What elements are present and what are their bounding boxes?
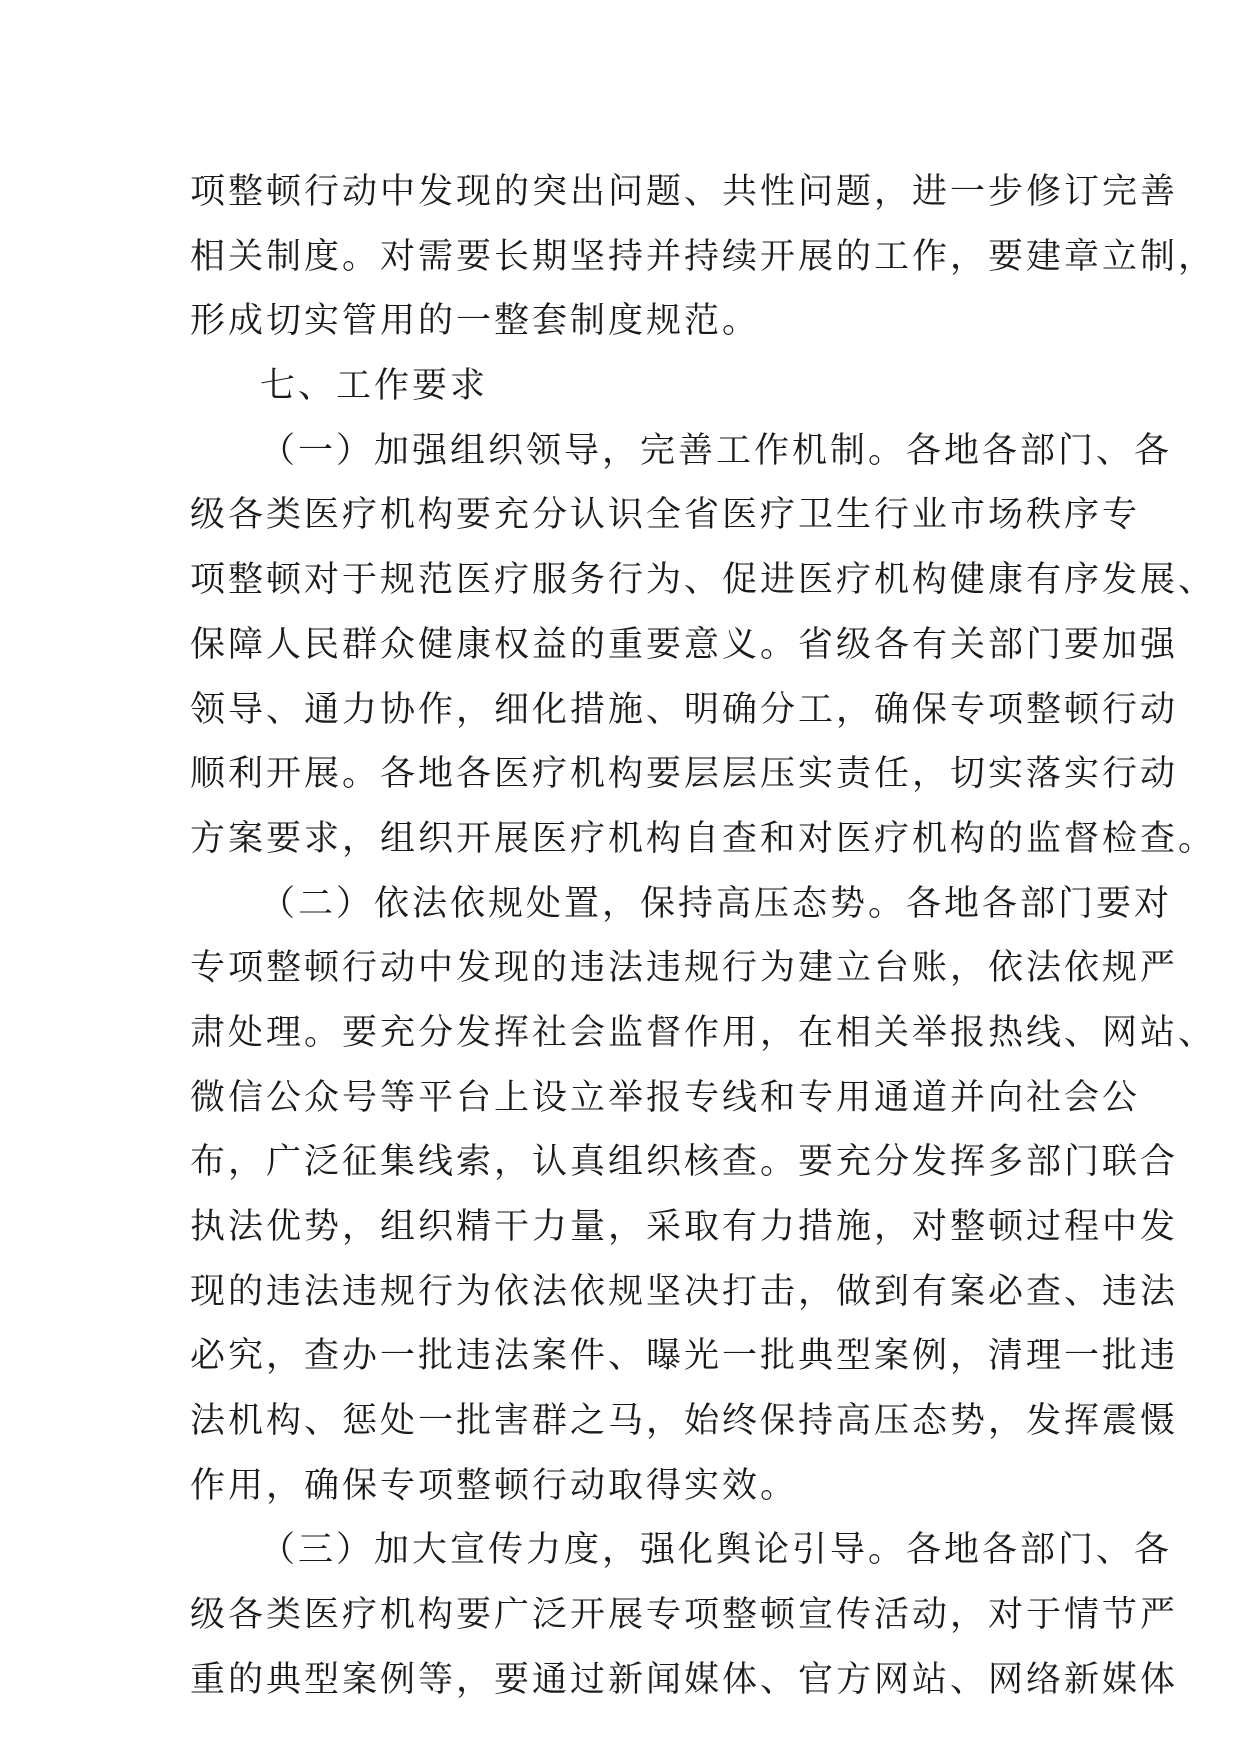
document-body <box>190 160 1217 1713</box>
paragraph-1-line-4: 保障人民群众健康权益的重要意义。省级各有关部门要加强 <box>190 624 1179 665</box>
body-line-2: 相关制度。对需要长期坚持并持续开展的工作，要建章立制， <box>190 236 1217 277</box>
body-line-1: 项整顿行动中发现的突出问题、共性问题，进一步修订完善 <box>190 172 1179 212</box>
paragraph-2-line-5: 布，广泛征集线索，认真组织核查。要充分发挥多部门联合 <box>190 1142 1179 1183</box>
paragraph-2-line-2: 专项整顿行动中发现的违法违规行为建立台账，依法依规严 <box>190 948 1179 989</box>
paragraph-1-line-2: 级各类医疗机构要充分认识全省医疗卫生行业市场秩序专 <box>190 495 1141 536</box>
paragraph-2-line-8: 必究，查办一批违法案件、曝光一批典型案例，清理一批违 <box>190 1336 1179 1377</box>
paragraph-1-line-5: 领导、通力协作，细化措施、明确分工，确保专项整顿行动 <box>190 689 1179 730</box>
paragraph-2-line-6: 执法优势，组织精干力量，采取有力措施，对整顿过程中发 <box>190 1207 1179 1247</box>
paragraph-1-line-1: （一）加强组织领导，完善工作机制。各地各部门、各 <box>260 430 1173 471</box>
paragraph-2-line-9: 法机构、惩处一批害群之马，始终保持高压态势，发挥震慑 <box>190 1401 1179 1442</box>
paragraph-3-line-3: 重的典型案例等，要通过新闻媒体、官方网站、网络新媒体 <box>190 1659 1179 1700</box>
paragraph-1-line-3: 项整顿对于规范医疗服务行为、促进医疗机构健康有序发展、 <box>190 560 1217 601</box>
paragraph-2-line-7: 现的违法违规行为依法依规坚决打击，做到有案必查、违法 <box>190 1271 1179 1312</box>
paragraph-1-line-6: 顺利开展。各地各医疗机构要层层压实责任，切实落实行动 <box>190 754 1179 795</box>
paragraph-2-line-1: （二）依法依规处置，保持高压态势。各地各部门要对 <box>260 883 1173 924</box>
paragraph-2-line-4: 微信公众号等平台上设立举报专线和专用通道并向社会公 <box>190 1077 1141 1118</box>
paragraph-3-line-1: （三）加大宣传力度，强化舆论引导。各地各部门、各 <box>260 1530 1173 1571</box>
body-line-3: 形成切实管用的一整套制度规范。 <box>190 301 761 342</box>
paragraph-1-line-7: 方案要求，组织开展医疗机构自查和对医疗机构的监督检查。 <box>190 818 1217 859</box>
paragraph-3-line-2: 级各类医疗机构要广泛开展专项整顿宣传活动，对于情节严 <box>190 1595 1179 1636</box>
paragraph-2-line-3: 肃处理。要充分发挥社会监督作用，在相关举报热线、网站、 <box>190 1012 1217 1053</box>
section-heading-7: 七、工作要求 <box>260 366 489 407</box>
paragraph-2-line-10: 作用，确保专项整顿行动取得实效。 <box>190 1465 799 1506</box>
